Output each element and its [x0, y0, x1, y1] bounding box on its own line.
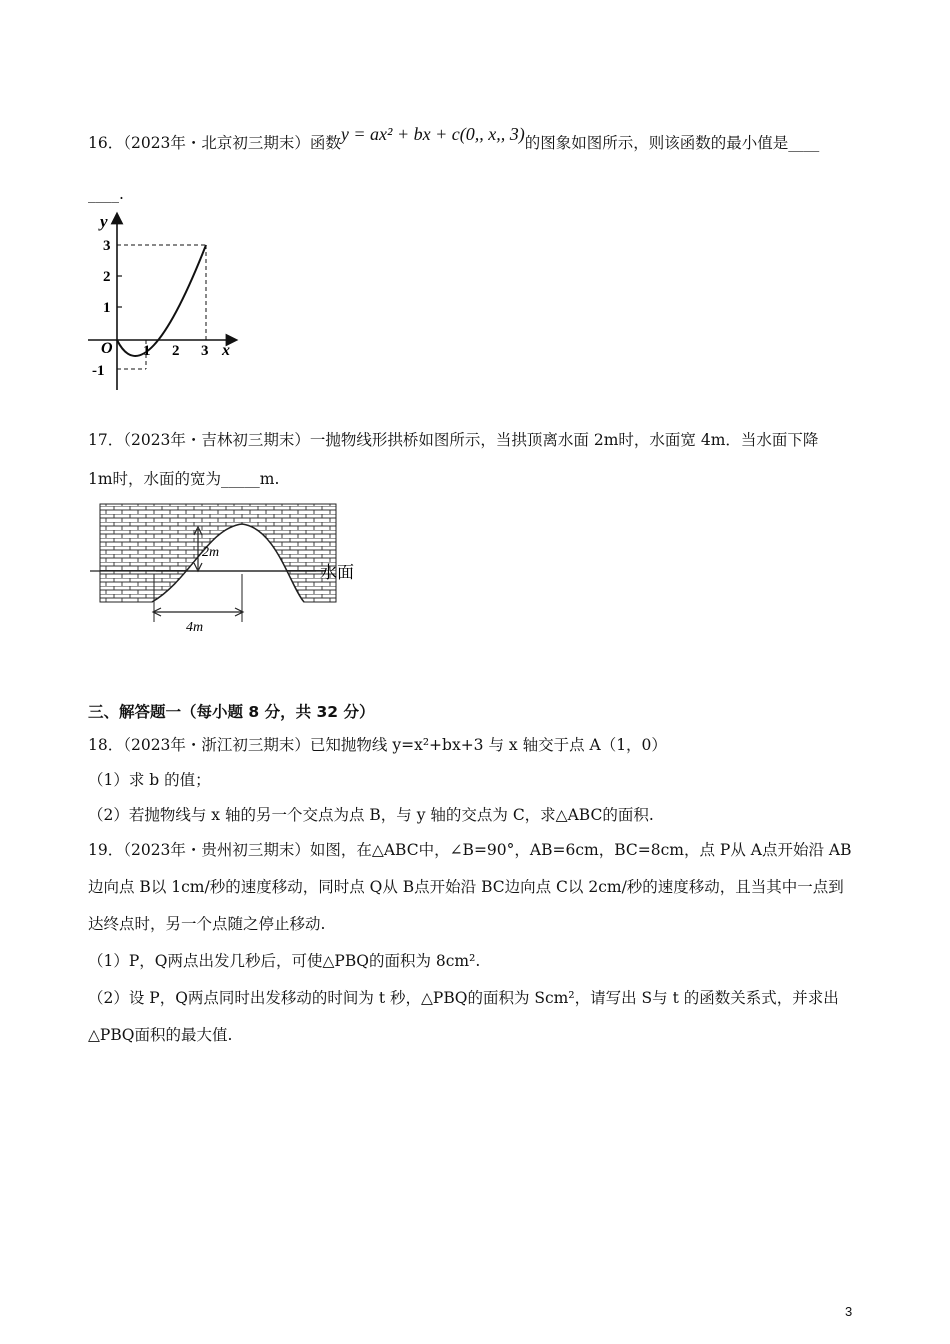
q18-line1: 18．（2023年・浙江初三期末）已知抛物线 y=x²+bx+3 与 x 轴交于点 A（1，0）: [88, 736, 667, 754]
q19-part2-line2: △PBQ面积的最大值.: [88, 1026, 233, 1044]
q16-suffix: 的图象如图所示，则该函数的最小值是: [524, 134, 789, 152]
q16-blank: ____: [788, 134, 820, 152]
x-tick-1: 1: [143, 343, 151, 359]
x-axis-label: x: [222, 342, 230, 359]
origin-label: O: [101, 340, 113, 357]
q16-line2: ____.: [88, 185, 124, 203]
width-label: 4m: [186, 620, 204, 635]
q16-prefix: 16．（2023年・北京初三期末）函数: [88, 134, 341, 152]
y-tick-1: 1: [103, 300, 111, 316]
q19-part2-line1: （2）设 P，Q两点同时出发移动的时间为 t 秒，△PBQ的面积为 Scm²，请写出 S与 t 的函数关系式，并求出: [88, 989, 839, 1007]
y-tick-neg1: -1: [92, 363, 105, 379]
q16-formula: y = ax² + bx + c(0,, x,, 3): [340, 124, 525, 144]
bridge-figure: [90, 498, 360, 638]
q16-line1: [88, 124, 820, 153]
water-label: 水面: [320, 563, 354, 582]
q19-line2: 边向点 B以 1cm/秒的速度移动，同时点 Q从 B点开始沿 BC边向点 C以 2cm/秒的速度移动，且当其中一点到: [88, 878, 844, 896]
y-tick-2: 2: [103, 269, 111, 285]
q17-line2: 1m时，水面的宽为_____m.: [88, 470, 280, 488]
y-tick-3: 3: [103, 238, 111, 254]
page-number: 3: [845, 1304, 853, 1319]
q18-part2: （2）若抛物线与 x 轴的另一个交点为点 B，与 y 轴的交点为 C，求△ABC的面积.: [88, 806, 654, 824]
q16-graph: [88, 210, 248, 400]
x-tick-3: 3: [201, 343, 209, 359]
q17-line1: 17．（2023年・吉林初三期末）一抛物线形拱桥如图所示，当拱顶离水面 2m时，水面宽 4m．当水面下降: [88, 431, 819, 449]
x-tick-2: 2: [172, 343, 180, 359]
q19-line1: 19．（2023年・贵州初三期末）如图，在△ABC中，∠B=90°，AB=6cm，BC=8cm，点 P从 A点开始沿 AB: [88, 841, 852, 859]
section-heading: 三、解答题一（每小题 8 分，共 32 分）: [88, 703, 375, 721]
q18-part1: （1）求 b 的值；: [88, 771, 211, 789]
q19-line3: 达终点时，另一个点随之停止移动.: [88, 915, 326, 933]
y-axis-label: y: [100, 212, 108, 231]
height-label: 2m: [202, 545, 220, 560]
q19-part1: （1）P，Q两点出发几秒后，可使△PBQ的面积为 8cm².: [88, 952, 481, 970]
